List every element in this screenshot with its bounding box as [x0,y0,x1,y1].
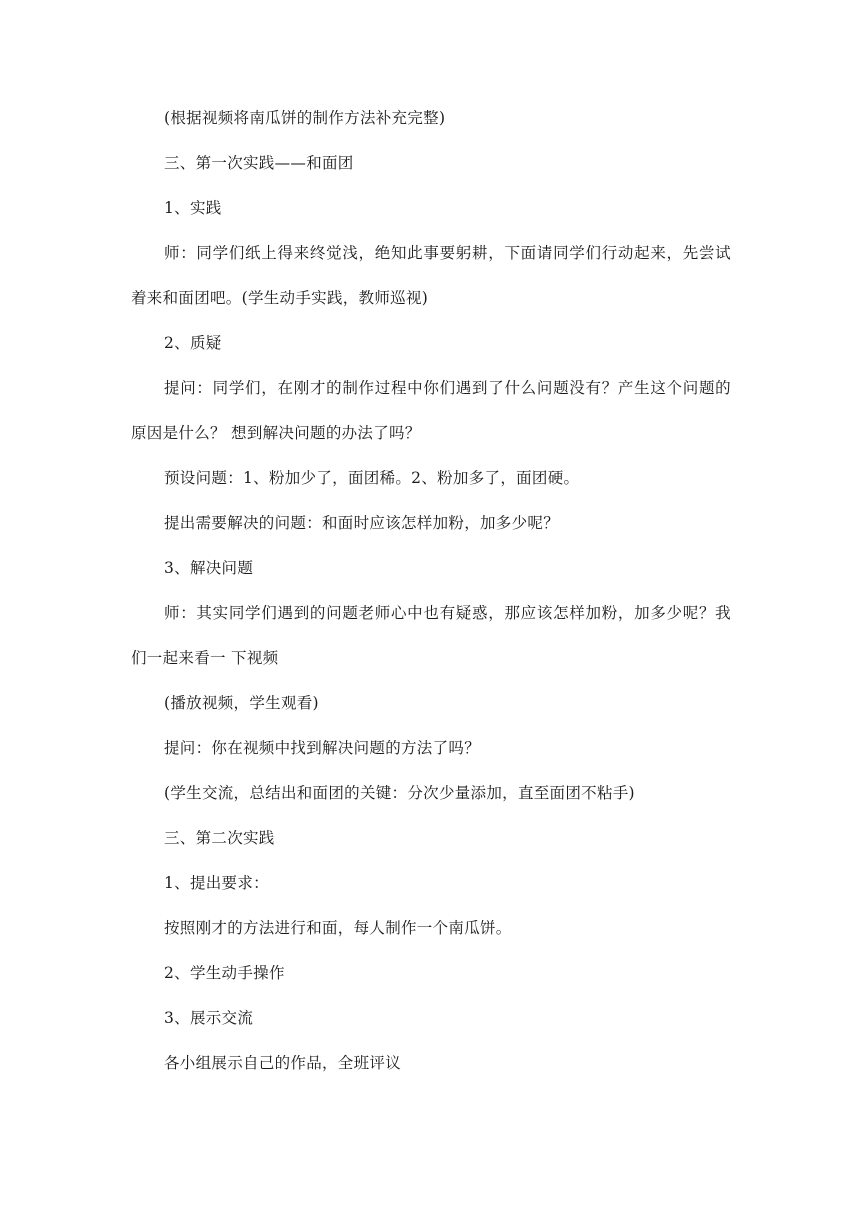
document-body [131,96,731,1086]
paragraph-student-exchange: (学生交流，总结出和面团的关键：分次少量添加，直至面团不粘手) [164,784,635,802]
paragraph-preset-problems: 预设问题：1、粉加少了，面团稀。2、粉加多了，面团硬。 [164,469,580,487]
subheading-question: 2、质疑 [164,334,222,352]
subheading-requirements: 1、提出要求： [164,874,269,892]
paragraph-showcase: 各小组展示自己的作品，全班评议 [164,1054,402,1072]
subheading-practice: 1、实践 [164,199,222,217]
paragraph-play-video: (播放视频，学生观看) [164,694,319,712]
subheading-solve-problem: 3、解决问题 [164,559,254,577]
heading-second-practice: 三、第二次实践 [164,829,275,847]
paragraph-teacher-video: 师：其实同学们遇到的问题老师心中也有疑惑，那应该怎样加粉，加多少呢？我们一起来看一 下视频 [131,604,731,667]
paragraph-problem-statement: 提出需要解决的问题：和面时应该怎样加粉，加多少呢？ [164,514,560,532]
heading-first-practice: 三、第一次实践——和面团 [164,154,354,172]
paragraph-teacher-instruction: 师：同学们纸上得来终觉浅，绝知此事要躬耕，下面请同学们行动起来，先尝试着来和面团吧。(学生动手实践，教师巡视) [131,244,731,307]
subheading-hands-on: 2、学生动手操作 [164,964,285,982]
paragraph-requirements: 按照刚才的方法进行和面，每人制作一个南瓜饼。 [164,919,512,937]
paragraph-note-video: (根据视频将南瓜饼的制作方法补充完整) [164,109,446,127]
paragraph-question-method: 提问：你在视频中找到解决问题的方法了吗？ [164,739,481,757]
subheading-showcase: 3、展示交流 [164,1009,254,1027]
paragraph-question-prompt: 提问：同学们，在刚才的制作过程中你们遇到了什么问题没有？产生这个问题的原因是什么？ 想到解决问题的办法了吗？ [131,379,731,442]
